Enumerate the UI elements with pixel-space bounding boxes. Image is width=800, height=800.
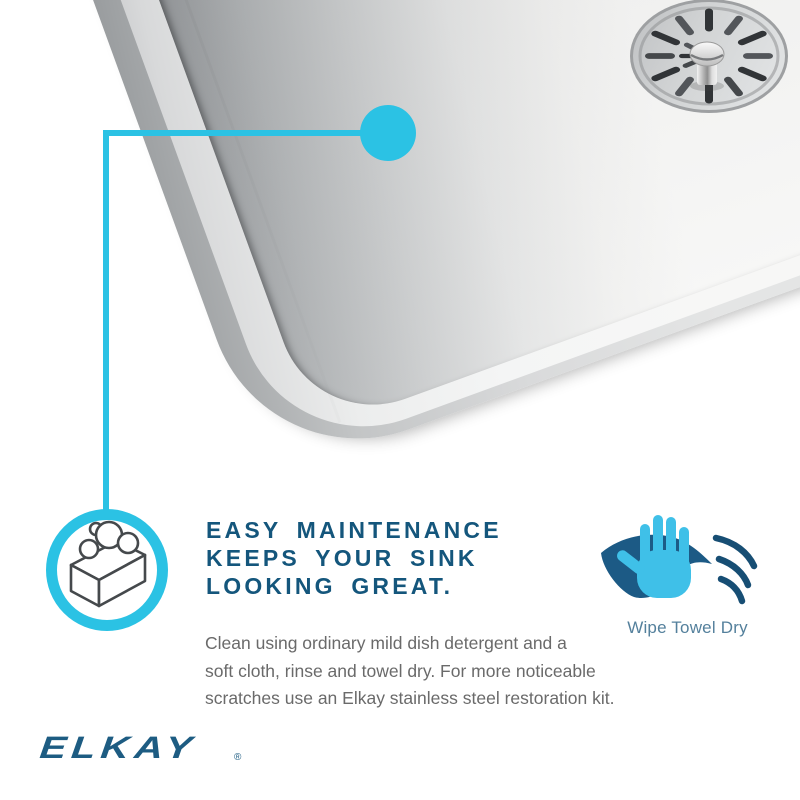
- drain-strainer-icon: [630, 0, 788, 114]
- body-text-line: soft cloth, rinse and towel dry. For more noticeable: [205, 660, 596, 681]
- page-title: [206, 516, 502, 600]
- wipe-towel-hand-icon: [595, 508, 780, 616]
- motion-lines: [716, 538, 754, 601]
- callout-dot: [360, 105, 416, 161]
- registered-mark: ®: [234, 752, 242, 763]
- page-title-line: LOOKING GREAT.: [206, 573, 454, 599]
- body-text: [205, 630, 615, 713]
- elkay-logo-text: ELKAY: [38, 730, 199, 765]
- callout-line-horizontal: [103, 130, 365, 136]
- wipe-towel-dry-label: Wipe Towel Dry: [627, 618, 748, 637]
- page-title-line: KEEPS YOUR SINK: [206, 545, 478, 571]
- soap-suds-icon: [57, 518, 157, 618]
- elkay-logo: [38, 730, 242, 770]
- wipe-towel-dry-block: [595, 508, 780, 648]
- page-title-line: EASY MAINTENANCE: [206, 517, 502, 543]
- callout-line-vertical: [103, 130, 109, 511]
- body-text-line: Clean using ordinary mild dish detergent and a: [205, 633, 567, 653]
- body-text-line: scratches use an Elkay stainless steel restoration kit.: [205, 688, 615, 708]
